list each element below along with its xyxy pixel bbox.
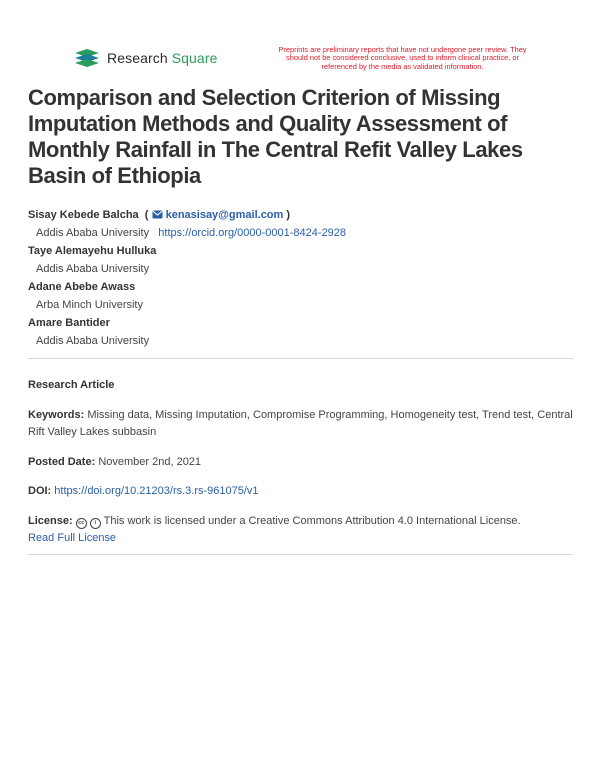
cc-icon: cc <box>76 518 87 529</box>
read-full-license-link[interactable]: Read Full License <box>28 532 117 544</box>
cc-by-icon: i <box>90 518 101 529</box>
envelope-icon <box>152 210 163 219</box>
author-name: Taye Alemayehu Hulluka <box>28 245 157 257</box>
keywords <box>28 407 573 441</box>
posted-date-label: Posted Date: <box>28 456 96 468</box>
research-square-logo-icon <box>73 48 101 68</box>
author-affiliation: Addis Ababa University <box>36 335 150 347</box>
author-name: Sisay Kebede Balcha ( kenasisay@gmail.com ) <box>28 209 291 221</box>
author-name: Adane Abebe Awass <box>28 281 136 293</box>
author-email-link[interactable]: kenasisay@gmail.com <box>152 209 287 221</box>
posted-date <box>28 454 573 471</box>
orcid-link[interactable]: https://orcid.org/0000-0001-8424-2928 <box>158 227 347 239</box>
research-square-logo[interactable] <box>73 48 217 68</box>
author-list <box>28 206 576 350</box>
preprint-notice: Preprints are preliminary reports that have not undergone peer review. They should not be considered conclusive, used to inform clinical practice, or referenced by the media as validated information. <box>278 45 527 71</box>
paper-title: Comparison and Selection Criterion of Missing Imputation Methods and Quality Assessment of Monthly Rainfall in The Central Refit Valley Lakes Basin of Ethiopia <box>28 85 523 188</box>
keywords-label: Keywords: <box>28 409 85 421</box>
divider <box>28 554 573 555</box>
license <box>28 513 573 547</box>
doi-label: DOI: <box>28 485 52 497</box>
posted-date-value: November 2nd, 2021 <box>98 456 202 468</box>
author-name: Amare Bantider <box>28 317 110 329</box>
logo-text: Research Square <box>107 50 218 66</box>
license-text: This work is licensed under a Creative Commons Attribution 4.0 International License. <box>103 515 521 527</box>
doi <box>28 483 573 500</box>
author-affiliation: Addis Ababa University <box>36 263 150 275</box>
author-affiliation: Addis Ababa University https://orcid.org/0000-0001-8424-2928 <box>36 227 347 239</box>
divider <box>28 358 573 359</box>
keywords-value: Missing data, Missing Imputation, Compromise Programming, Homogeneity test, Trend test, Central Rift Valley Lakes subbasin <box>28 409 573 438</box>
license-label: License: <box>28 515 73 527</box>
article-type: Research Article <box>28 379 115 391</box>
doi-link[interactable]: https://doi.org/10.21203/rs.3.rs-961075/v1 <box>54 485 259 497</box>
author-affiliation: Arba Minch University <box>36 299 143 311</box>
